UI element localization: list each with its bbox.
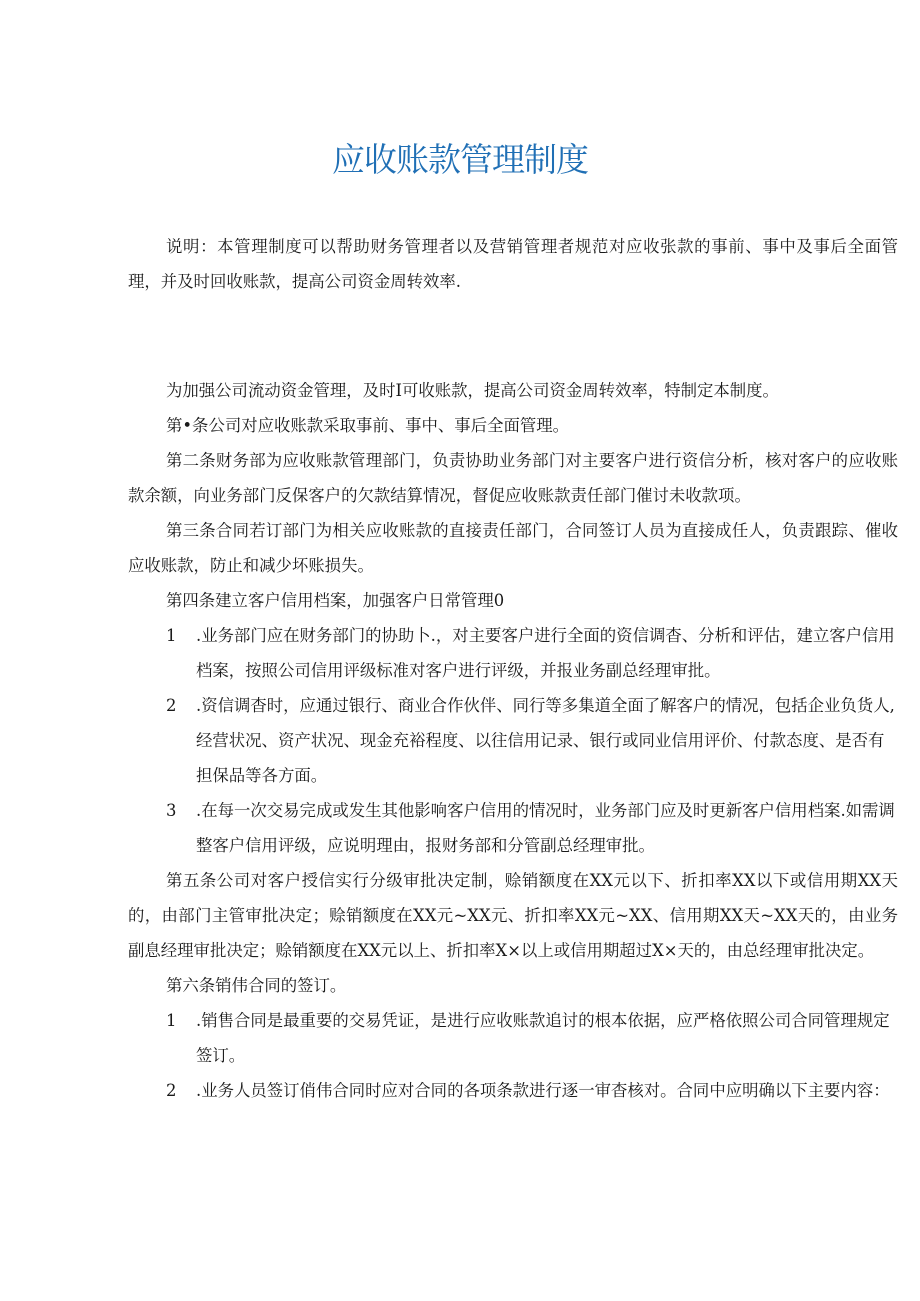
article-6-item-1: [128, 1003, 898, 1073]
item-text: .业务部门应在财务部门的协助卜.，对主要客户进行全面的资信调杳、分析和评估，建立客户信用档案，按照公司信用评级标准对客户进行评级，并报业务副总经理审批。: [196, 626, 895, 680]
regulation-body: [128, 373, 898, 1108]
item-text: .在每一次交易完成或发生其他影响客户信用的情况时，业务部门应及时更新客户信用档案.如需调整客户信用评级，应说明理由，报财务部和分管副总经理审批。: [196, 801, 895, 855]
article-4-item-1: [128, 618, 898, 688]
note-paragraph: 说明：本管理制度可以帮助财务管理者以及营销管理者规范对应收张款的事前、事中及事后全面管理，并及时回收账款，提高公司资金周转效率.: [128, 237, 898, 291]
article-6-item-2: [128, 1073, 898, 1108]
article-3-paragraph: 第三条合同若订部门为相关应收账款的直接责任部门，合同签订人员为直接成任人，负责跟踪、催收应收账款，防止和减少坏账损失。: [128, 521, 898, 575]
item-text: .资信调杳时，应通过银行、商业合作伙伴、同行等多集道全面了解客户的情况，包括企业负货人,经营状况、资产状况、现金充裕程度、以往信用记录、银行或同业信用评价、付款态度、是否有担保品等各方面。: [196, 696, 895, 785]
article-4-paragraph: 第四条建立客户信用档案，加强客户日常管理0: [166, 591, 505, 610]
document-title: 应收账款管理制度: [332, 140, 588, 179]
item-number: 2: [166, 1081, 177, 1100]
item-number: 3: [166, 801, 177, 820]
article-1-paragraph: 第•条公司对应收账款采取事前、事中、事后全面管理。: [166, 416, 570, 435]
item-text: .销售合同是最重要的交易凭证，是进行应收账款追讨的根本依据，应严格依照公司合同管理规定签订。: [196, 1011, 890, 1065]
item-number: 2: [166, 696, 177, 715]
item-number: 1: [166, 626, 177, 645]
item-text: .业务人员签订俏伟合同时应对合同的各项条款进行逐一审杳核对。合同中应明确以下主要内容：: [196, 1081, 890, 1100]
preamble-paragraph: 为加强公司流动资金管理，及时I可收账款，提高公司资金周转效率，特制定本制度。: [166, 381, 779, 400]
article-6-paragraph: 第六条销伟合同的签订。: [166, 976, 347, 995]
item-number: 1: [166, 1011, 177, 1030]
article-5-paragraph: 第五条公司对客户授信实行分级审批决定制，赊销额度在XX元以下、折扣率XX以下或信用期XX天的，由部门主管审批决定；赊销额度在XX元~XX元、折扣率XX元~XX、信用期XX天~XX天的，由业务副息经理审批决定；赊销额度在XX元以上、折扣率X×以上或信用期超过X×天的，由总经理审批决定。: [128, 871, 898, 960]
article-2-paragraph: 第二条财务部为应收账款管理部门，负责协助业务部门对主要客户进行资信分析，核对客户的应收账款余额，向业务部门反保客户的欠款结算情况，督促应收账款责任部门催讨未收款项。: [128, 451, 898, 505]
note-section: [128, 229, 898, 299]
article-4-item-2: [128, 688, 898, 793]
article-4-item-3: [128, 793, 898, 863]
